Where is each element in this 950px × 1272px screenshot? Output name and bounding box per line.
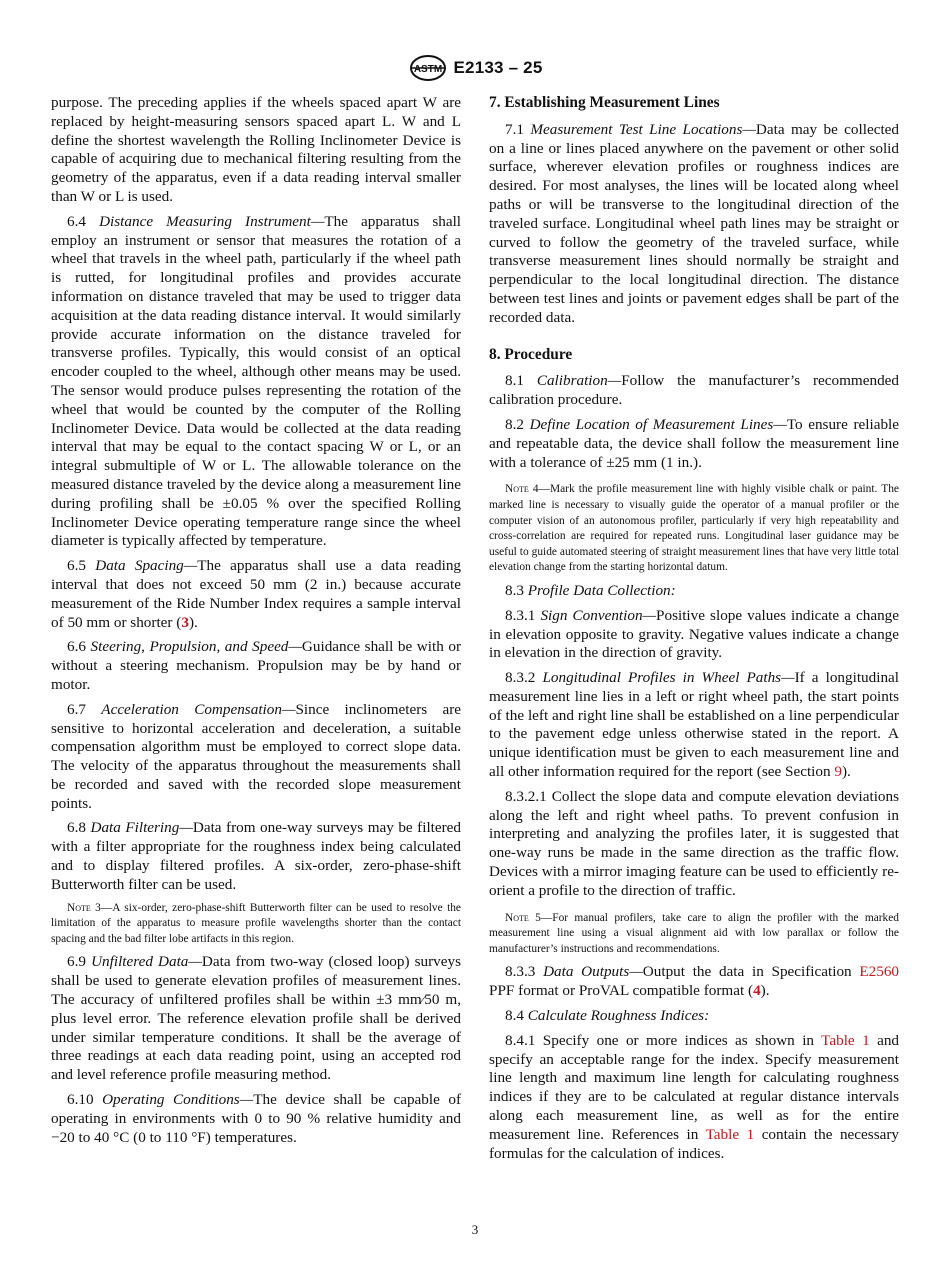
section-8-3: 8.3 Profile Data Collection: (505, 581, 676, 599)
section-6-5: 6.5 Data Spacing—The apparatus shall use a data reading interval that does not exceed 50 mm (2 in.) because accurate measurement of the Ride Number Index requires a sample interval of 50 mm or shorter (3). (51, 557, 462, 631)
table-1-link[interactable]: Table 1 (705, 1125, 755, 1143)
section-8-3-2-1: 8.3.2.1 Collect the slope data and compute elevation deviations along the left and right wheel paths. To prevent confusion in interpreting and analyzing the profiles later, it is suggested that one-way runs be made in the same direction as the traffic flow. Devices with a mirror imaging feature can be used to efficiently re-orient a profile to the direction of traffic. (489, 787, 900, 899)
note-5: Note 5—For manual profilers, take care to align the profiler with the marked measurement line using a visual alignment aid with low parallax or follow the manufacturer’s instructions and recommendations. (489, 911, 899, 955)
section-8-3-2: 8.3.2 Longitudinal Profiles in Wheel Paths—If a longitudinal measurement line lies in a left or right wheel path, the start points of the left and right line shall be established on a line perpendicular to the pavement edge unless otherwise stated in the report. A unique identification must be given to each measurement line and all other information required for the report (see Section 9). (489, 669, 900, 781)
section-link-9[interactable]: 9 (834, 763, 842, 781)
document-id: E2133 – 25 (453, 58, 543, 77)
note-4: Note 4—Mark the profile measurement line with highly visible chalk or paint. The marked line is necessary to visually guide the operator of a manual profiler or the computer vision of an autonomous profiler, particularly if very high repeatability and cross-correlation are required for repeated runs. Longitudinal laser guidance may be useful to guide automated steering of straight measurement lines that have very little total elevation change from the starting horizontal datum. (489, 483, 899, 574)
section-6-4: 6.4 Distance Measuring Instrument—The apparatus shall employ an instrument or sensor that measures the rotation of a wheel that travels in the wheel path, particularly if the wheel path is rutted, for longitudinal profiles and provides accurate information on distance traveled that may be used to trigger data acquisition at the data reading distance interval. It would similarly provide accurate information on the distance traveled for transverse profiles. Typically, this would consist of an optical encoder coupled to the wheel, although other means may be used. The sensor would produce pulses representing the rotation of the wheel that would be counted by the computer of the Rolling Inclinometer Device. Data would be collected at the data reading interval that may be equal to the contact spacing W or L, or an integral submultiple of W or L. The allowable tolerance on the measured distance traveled by the device along a measurement line during profiling shall be ±0.05 % over the specified Rolling Inclinometer Device operating temperature range since the wheel diameter is typically affected by temperature. (51, 212, 462, 550)
section-8-4-1: 8.4.1 Specify one or more indices as shown in Table 1 and specify an acceptable range for the index. Specify measurement line length and maximum line length for calculating roughness indices if they are to be calculated at regular distance intervals along each measurement line, as well as for the entire measurement line. References in Table 1 contain the necessary formulas for the calculation of indices. (489, 1031, 900, 1162)
page-header (0, 54, 950, 87)
section-6-7: 6.7 Acceleration Compensation—Since inclinometers are sensitive to horizontal acceleration and deceleration, a suitable compensation algorithm must be employed to correct slope data. The velocity of the apparatus throughout the measurements shall be recorded and saved with the recorded slope measurement points. (51, 700, 461, 812)
note-3: Note 3—A six-order, zero-phase-shift Butterworth filter can be used to resolve the limitation of the apparatus to measure profile wavelengths shorter than the contact spacing and the bad filter lobe artifacts in this region. (51, 901, 461, 945)
section-6-9: 6.9 Unfiltered Data—Data from two-way (closed loop) surveys shall be used to generate elevation profiles of measurement lines. The accuracy of unfiltered profiles shall be within ±3 mm⁄50 m, plus level error. The reference elevation profile shall be derived under similar temperature conditions. It shall be the average of three readings at each data reading point, using an accepted rod and level reference profile measuring method. (51, 953, 461, 1084)
section-6-6: 6.6 Steering, Propulsion, and Speed—Guidance shall be with or without a steering mechanism. Propulsion may be by hand or motor. (51, 638, 462, 693)
section-8-3-3: 8.3.3 Data Outputs—Output the data in Specification E2560 PPF format or ProVAL compatible format (4). (489, 963, 900, 1000)
section-heading-7: 7. Establishing Measurement Lines (489, 94, 720, 111)
astm-logo-icon (408, 54, 448, 82)
section-6-8: 6.8 Data Filtering—Data from one-way surveys may be filtered with a filter appropriate for the roughness index being calculated and to display filtered profiles. A six-order, zero-phase-shift Butterworth filter can be used. (51, 819, 462, 893)
reference-link-4[interactable]: 4 (753, 982, 761, 1000)
page-number: 3 (471, 1222, 479, 1237)
section-8-4: 8.4 Calculate Roughness Indices: (505, 1007, 710, 1025)
section-6-10: 6.10 Operating Conditions—The device shall be capable of operating in environments with 0 to 90 % relative humidity and −20 to 40 °C (0 to 110 °F) temperatures. (51, 1091, 461, 1146)
section-8-2: 8.2 Define Location of Measurement Lines—To ensure reliable and repeatable data, the device shall follow the measurement line with a tolerance of ±25 mm (1 in.). (489, 415, 899, 471)
left-column (51, 94, 461, 1153)
right-column (489, 94, 899, 1169)
standard-link-e2560[interactable]: E2560 (859, 963, 900, 981)
paragraph-continuation: purpose. The preceding applies if the wheels spaced apart W are replaced by height-measuring sensors spaced apart L. W and L define the shortest wavelength the Rolling Inclinometer Device is capable of acquiring due to mechanical filtering resulting from the geometry of the apparatus, even if a data reading interval smaller than W or L is used. (51, 94, 461, 205)
section-8-1: 8.1 Calibration—Follow the manufacturer’s recommended calibration procedure. (489, 372, 900, 409)
astm-logo-text: ASTM (413, 64, 442, 75)
section-7-1: 7.1 Measurement Test Line Locations—Data may be collected on a line or lines placed anywhere on the pavement or other solid surface, wherever elevation profiles or roughness indices are desired. For most analyses, the lines will be located along wheel paths or will be transverse to the longitudinal direction of the traveled surface. Longitudinal wheel path lines may be straight or curved to follow the geometry of the traveled surface, while transverse measurement lines should normally be straight and perpendicular to the local longitudinal direction. The distance between test lines and joints or pavement edges shall be part of the recorded data. (489, 120, 899, 326)
section-8-3-1: 8.3.1 Sign Convention—Positive slope values indicate a change in elevation opposite to gravity. Negative values indicate a change in elevation in the direction of gravity. (489, 606, 899, 662)
reference-link-3[interactable]: 3 (181, 613, 189, 631)
section-heading-8: 8. Procedure (489, 345, 573, 363)
table-1-link[interactable]: Table 1 (821, 1031, 870, 1049)
